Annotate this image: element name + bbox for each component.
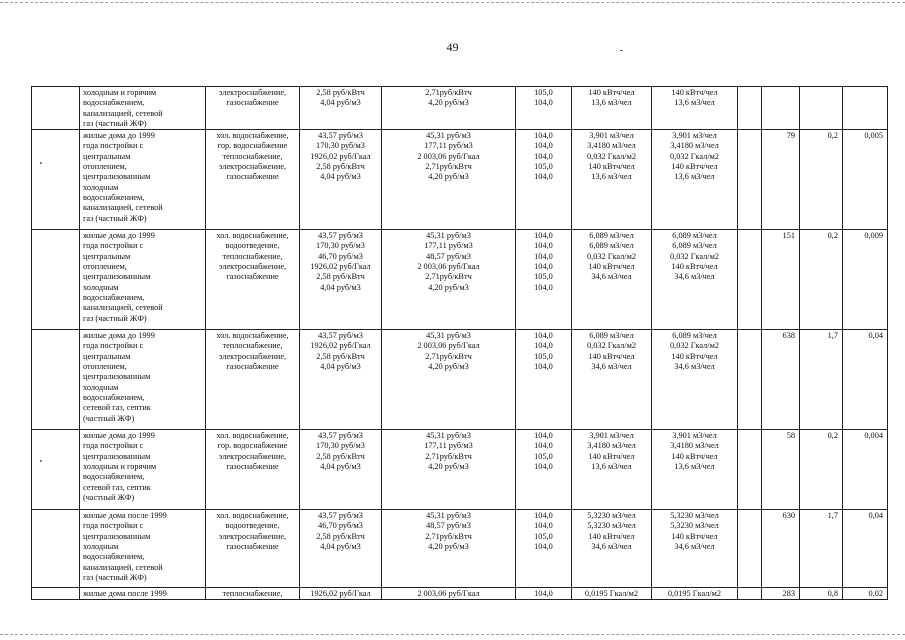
cell-line: 13,6 м3/чел [674, 462, 715, 472]
cell-line: года постройки с [83, 341, 144, 351]
cell-norm-old [572, 87, 652, 130]
cell-line: теплоснабжение, [222, 251, 283, 261]
cell-line: 45,31 руб/м3 [426, 231, 471, 241]
cell-line: 34,6 м3/чел [591, 272, 632, 282]
cell-line: 0,032 Гкал/м2 [586, 341, 637, 351]
cell-empty [738, 330, 762, 430]
cell-line: 2,71руб/кВтч [425, 451, 472, 461]
cell-line: 104,0 [534, 151, 553, 161]
cell-line: 104,0 [534, 251, 553, 261]
cell-line: жилые дома после 1999 [83, 511, 167, 521]
cell-line: газ (частный ЖФ) [83, 313, 147, 323]
cell-line: 3,901 м3/чел [589, 131, 634, 141]
cell-line: 170,30 руб/м3 [316, 241, 365, 251]
cell-services [206, 588, 300, 600]
table-row [32, 230, 888, 330]
cell-line: 45,31 руб/м3 [426, 131, 471, 141]
cell-line: водоснабжением, [83, 472, 145, 482]
cell-line: холодным [83, 182, 119, 192]
cell-norm-new [652, 430, 738, 510]
cell-line: 0,032 Гкал/м2 [669, 251, 720, 261]
cell-line: 177,11 руб/м3 [424, 141, 473, 151]
cell-line: электроснабжение, [218, 531, 287, 541]
cell-norm-old [572, 130, 652, 230]
cell-line: центральным [83, 351, 131, 361]
cell-line: 13,6 м3/чел [591, 462, 632, 472]
cell-line: 5,3230 м3/чел [670, 521, 719, 531]
cell-line: хол. водоснабжение, [216, 431, 289, 441]
cell-share: 1,7 [800, 510, 843, 588]
cell-line: 140 кВтч/чел [588, 351, 635, 361]
cell-line: 105,0 [534, 351, 553, 361]
cell-impact: 0,004 [843, 430, 888, 510]
cell-tariff-new [382, 87, 516, 130]
table-row [32, 510, 888, 588]
cell-line: 46,70 руб/м3 [318, 251, 363, 261]
cell-line: 3,4180 м3/чел [587, 441, 636, 451]
cell-line: 5,3230 м3/чел [670, 511, 719, 521]
cell-line: жилые дома до 1999 [83, 431, 155, 441]
cell-line: 105,0 [534, 531, 553, 541]
cell-line: 140 кВтч/чел [671, 88, 718, 97]
cell-share: 0,2 [800, 430, 843, 510]
table-row [32, 588, 888, 600]
cell-line: водоснабжением, [83, 552, 145, 562]
tariff-table [31, 86, 888, 600]
cell-line: 104,0 [534, 262, 553, 272]
cell-line: 6,089 м3/чел [589, 331, 634, 341]
cell-line: жилые дома до 1999 [83, 331, 155, 341]
cell-share: 0,2 [800, 130, 843, 230]
cell-line: 34,6 м3/чел [674, 542, 715, 552]
cell-line: 104,0 [534, 131, 553, 141]
cell-category [80, 87, 206, 130]
cell-category [80, 430, 206, 510]
cell-line: 104,0 [534, 431, 553, 441]
cell-line: 4,04 руб/м3 [320, 362, 361, 372]
cell-index [516, 510, 572, 588]
cell-line: 2,71руб/кВтч [425, 88, 472, 97]
cell-norm-new [652, 510, 738, 588]
cell-index [516, 430, 572, 510]
row-marker-cell [32, 430, 80, 510]
cell-line: централизованным [83, 531, 151, 541]
cell-tariff-old [300, 430, 382, 510]
cell-line: жилые дома после 1999 [83, 589, 167, 599]
cell-line: 104,0 [534, 98, 553, 108]
cell-line: 34,6 м3/чел [674, 272, 715, 282]
cell-line: 1926,02 руб/Гкал [310, 589, 371, 599]
row-marker-cell [32, 87, 80, 130]
cell-line: 3,901 м3/чел [672, 131, 717, 141]
cell-line: отоплением, [83, 362, 127, 372]
cell-line: 104,0 [534, 462, 553, 472]
cell-line: 4,04 руб/м3 [320, 172, 361, 182]
cell-line: электроснабжение, [218, 88, 287, 97]
cell-tariff-old [300, 87, 382, 130]
cell-line: 140 кВтч/чел [671, 162, 718, 172]
cell-line: канализацией, сетевой [83, 562, 163, 572]
cell-services [206, 230, 300, 330]
cell-tariff-new [382, 330, 516, 430]
cell-line: 2,58 руб/кВтч [316, 531, 365, 541]
cell-line: хол. водоснабжение, [216, 131, 289, 141]
cell-line: 1926,02 руб/Гкал [310, 151, 371, 161]
cell-line: 43,57 руб/м3 [318, 431, 363, 441]
cell-line: водоотведение, [225, 521, 280, 531]
cell-index [516, 87, 572, 130]
cell-line: газоснабжение [226, 172, 279, 182]
cell-population: 58 [762, 430, 800, 510]
cell-line: 104,0 [534, 241, 553, 251]
cell-line: газ (частный ЖФ) [83, 213, 147, 223]
cell-line: 105,0 [534, 451, 553, 461]
cell-line: 4,20 руб/м3 [428, 362, 469, 372]
cell-line: 5,3230 м3/чел [587, 511, 636, 521]
cell-line: 3,4180 м3/чел [670, 441, 719, 451]
cell-share [800, 87, 843, 130]
cell-line: 104,0 [534, 589, 553, 599]
cell-line: газ (частный ЖФ) [83, 572, 147, 582]
cell-line: 0,0195 Гкал/м2 [667, 589, 722, 599]
cell-line: теплоснабжение, [222, 151, 283, 161]
cell-line: 104,0 [534, 331, 553, 341]
cell-norm-old [572, 430, 652, 510]
cell-services [206, 130, 300, 230]
cell-line: 2 003,06 руб/Гкал [417, 151, 480, 161]
cell-line: 43,57 руб/м3 [318, 511, 363, 521]
cell-line: 6,089 м3/чел [589, 231, 634, 241]
cell-line: 45,31 руб/м3 [426, 431, 471, 441]
cell-impact [843, 87, 888, 130]
cell-impact: 0,04 [843, 330, 888, 430]
cell-line: 3,901 м3/чел [589, 431, 634, 441]
cell-line: хол. водоснабжение, [216, 511, 289, 521]
cell-tariff-old [300, 510, 382, 588]
cell-category [80, 130, 206, 230]
cell-line: 43,57 руб/м3 [318, 331, 363, 341]
row-marker-cell [32, 510, 80, 588]
table-row [32, 87, 888, 130]
cell-norm-old [572, 588, 652, 600]
cell-tariff-new [382, 130, 516, 230]
cell-norm-old [572, 510, 652, 588]
cell-line: 170,30 руб/м3 [316, 441, 365, 451]
cell-line: 0,032 Гкал/м2 [669, 151, 720, 161]
cell-line: электроснабжение, [218, 162, 287, 172]
cell-line: 2 003,06 руб/Гкал [417, 262, 480, 272]
cell-index [516, 230, 572, 330]
cell-index [516, 130, 572, 230]
cell-line: года постройки с [83, 441, 144, 451]
cell-norm-old [572, 330, 652, 430]
cell-line: 105,0 [534, 88, 553, 97]
cell-services [206, 510, 300, 588]
cell-empty [738, 430, 762, 510]
cell-line: водоснабжением, [83, 192, 145, 202]
cell-category [80, 588, 206, 600]
cell-line: 6,089 м3/чел [589, 241, 634, 251]
cell-line: жилые дома до 1999 [83, 131, 155, 141]
cell-line: (частный ЖФ) [83, 413, 135, 423]
cell-norm-new [652, 130, 738, 230]
cell-population [762, 87, 800, 130]
cell-norm-new [652, 230, 738, 330]
cell-line: жилые дома до 1999 [83, 231, 155, 241]
cell-line: 104,0 [534, 511, 553, 521]
cell-line: 2,58 руб/кВтч [316, 351, 365, 361]
cell-line: хол. водоснабжение, [216, 231, 289, 241]
cell-norm-old [572, 230, 652, 330]
cell-line: 4,04 руб/м3 [320, 462, 361, 472]
cell-line: 2,58 руб/кВтч [316, 162, 365, 172]
row-marker-cell [32, 130, 80, 230]
cell-line: электроснабжение, [218, 451, 287, 461]
cell-line: холодным [83, 542, 119, 552]
cell-line: 43,57 руб/м3 [318, 131, 363, 141]
cell-line: гор. водоснабжение [217, 441, 288, 451]
cell-services [206, 87, 300, 130]
cell-line: 4,04 руб/м3 [320, 282, 361, 292]
table-body [32, 87, 888, 600]
cell-line: 2 003,06 руб/Гкал [417, 589, 480, 599]
cell-line: года постройки с [83, 241, 144, 251]
cell-line: года постройки с [83, 521, 144, 531]
cell-line: 2,71руб/кВтч [425, 162, 472, 172]
cell-line: 34,6 м3/чел [591, 362, 632, 372]
cell-impact: 0,009 [843, 230, 888, 330]
cell-line: 105,0 [534, 272, 553, 282]
cell-line: 104,0 [534, 282, 553, 292]
cell-line: 104,0 [534, 341, 553, 351]
cell-empty [738, 588, 762, 600]
cell-line: 140 кВтч/чел [588, 162, 635, 172]
cell-line: 45,31 руб/м3 [426, 331, 471, 341]
cell-empty [738, 130, 762, 230]
cell-line: 34,6 м3/чел [674, 362, 715, 372]
cell-line: 3,4180 м3/чел [670, 141, 719, 151]
cell-line: канализацией, сетевой [83, 203, 163, 213]
cell-line: холодным и горячим [83, 462, 157, 472]
cell-line: 6,089 м3/чел [672, 331, 717, 341]
cell-population: 283 [762, 588, 800, 600]
cell-line: газоснабжение [226, 542, 279, 552]
cell-category [80, 230, 206, 330]
cell-line: 104,0 [534, 521, 553, 531]
cell-line: холодным [83, 382, 119, 392]
cell-line: 13,6 м3/чел [674, 98, 715, 108]
cell-line: водоснабжением, [83, 392, 145, 402]
cell-line: 104,0 [534, 542, 553, 552]
cell-line: отоплением, [83, 262, 127, 272]
cell-tariff-new [382, 230, 516, 330]
cell-line: 140 кВтч/чел [671, 351, 718, 361]
cell-line: 4,04 руб/м3 [320, 98, 361, 108]
cell-line: 0,032 Гкал/м2 [669, 341, 720, 351]
row-marker-cell [32, 230, 80, 330]
cell-tariff-old [300, 130, 382, 230]
cell-tariff-old [300, 588, 382, 600]
cell-line: холодным [83, 282, 119, 292]
cell-line: 2,58 руб/кВтч [316, 272, 365, 282]
cell-line: 34,6 м3/чел [591, 542, 632, 552]
cell-line: 104,0 [534, 362, 553, 372]
cell-line: 4,20 руб/м3 [428, 462, 469, 472]
cell-line: электроснабжение, [218, 262, 287, 272]
cell-line: 140 кВтч/чел [588, 88, 635, 97]
cell-line: 104,0 [534, 141, 553, 151]
table-row [32, 330, 888, 430]
cell-line: года постройки с [83, 141, 144, 151]
cell-line: 4,20 руб/м3 [428, 542, 469, 552]
cell-services [206, 430, 300, 510]
scan-speck [620, 50, 623, 51]
scan-edge-top [0, 2, 905, 3]
cell-line: газоснабжение [226, 272, 279, 282]
cell-population: 630 [762, 510, 800, 588]
cell-line: 6,089 м3/чел [672, 231, 717, 241]
cell-tariff-new [382, 588, 516, 600]
cell-population: 79 [762, 130, 800, 230]
cell-category [80, 330, 206, 430]
cell-population: 638 [762, 330, 800, 430]
cell-line: 46,70 руб/м3 [318, 521, 363, 531]
cell-line: отоплением, [83, 162, 127, 172]
cell-line: 177,11 руб/м3 [424, 441, 473, 451]
cell-line: канализацией, сетевой [83, 108, 163, 118]
cell-line: водоснабжением, [83, 98, 145, 108]
cell-line: 43,57 руб/м3 [318, 231, 363, 241]
cell-line: холодным и горячим [83, 88, 157, 97]
table-row [32, 130, 888, 230]
cell-line: сетевой газ, септик [83, 403, 151, 413]
cell-line: центральным [83, 251, 131, 261]
cell-line: газоснабжение [226, 362, 279, 372]
cell-line: 3,4180 м3/чел [587, 141, 636, 151]
cell-line: водоотведение, [225, 241, 280, 251]
cell-empty [738, 87, 762, 130]
cell-line: 105,0 [534, 162, 553, 172]
cell-line: 2,71руб/кВтч [425, 272, 472, 282]
cell-share: 0,8 [800, 588, 843, 600]
cell-line: хол. водоснабжение, [216, 331, 289, 341]
cell-line: 2,71руб/кВтч [425, 351, 472, 361]
cell-line: 13,6 м3/чел [591, 98, 632, 108]
cell-line: 140 кВтч/чел [588, 531, 635, 541]
cell-line: 2,71руб/кВтч [425, 531, 472, 541]
cell-share: 0,2 [800, 230, 843, 330]
row-marker-cell [32, 588, 80, 600]
cell-norm-new [652, 330, 738, 430]
cell-line: 2,58 руб/кВтч [316, 451, 365, 461]
cell-line: теплоснабжение, [222, 589, 283, 599]
cell-line: 104,0 [534, 172, 553, 182]
cell-line: 140 кВтч/чел [671, 531, 718, 541]
cell-line: 140 кВтч/чел [588, 451, 635, 461]
cell-tariff-new [382, 430, 516, 510]
cell-index [516, 588, 572, 600]
cell-line: 13,6 м3/чел [674, 172, 715, 182]
cell-population: 151 [762, 230, 800, 330]
cell-line: 4,20 руб/м3 [428, 98, 469, 108]
cell-line: 170,30 руб/м3 [316, 141, 365, 151]
cell-share: 1,7 [800, 330, 843, 430]
cell-norm-new [652, 588, 738, 600]
cell-line: 3,901 м3/чел [672, 431, 717, 441]
cell-line: 0,0195 Гкал/м2 [584, 589, 639, 599]
cell-line: 0,032 Гкал/м2 [586, 151, 637, 161]
cell-line: 48,57 руб/м3 [426, 521, 471, 531]
cell-line: централизованным [83, 272, 151, 282]
cell-line: 2 003,06 руб/Гкал [417, 341, 480, 351]
cell-tariff-old [300, 230, 382, 330]
cell-line: 104,0 [534, 441, 553, 451]
cell-line: централизованным [83, 172, 151, 182]
cell-impact: 0,005 [843, 130, 888, 230]
cell-impact: 0,02 [843, 588, 888, 600]
cell-services [206, 330, 300, 430]
page-number: 49 [446, 40, 459, 54]
cell-empty [738, 230, 762, 330]
cell-line: 4,04 руб/м3 [320, 542, 361, 552]
cell-line: 1926,02 руб/Гкал [310, 262, 371, 272]
cell-line: 13,6 м3/чел [591, 172, 632, 182]
cell-line: 4,20 руб/м3 [428, 282, 469, 292]
cell-line: 177,11 руб/м3 [424, 241, 473, 251]
cell-line: 140 кВтч/чел [671, 262, 718, 272]
cell-line: 48,57 руб/м3 [426, 251, 471, 261]
cell-line: 140 кВтч/чел [671, 451, 718, 461]
cell-index [516, 330, 572, 430]
cell-line: центральным [83, 151, 131, 161]
cell-category [80, 510, 206, 588]
cell-line: централизованным [83, 451, 151, 461]
cell-line: сетевой газ, септик [83, 482, 151, 492]
cell-tariff-old [300, 330, 382, 430]
cell-line: (частный ЖФ) [83, 492, 135, 502]
cell-line: водоснабжением, [83, 292, 145, 302]
cell-line: 104,0 [534, 231, 553, 241]
cell-empty [738, 510, 762, 588]
row-marker-cell [32, 330, 80, 430]
cell-line: 0,032 Гкал/м2 [586, 251, 637, 261]
cell-line: 5,3230 м3/чел [587, 521, 636, 531]
cell-line: 6,089 м3/чел [672, 241, 717, 251]
cell-line: 4,20 руб/м3 [428, 172, 469, 182]
table-row [32, 430, 888, 510]
cell-tariff-new [382, 510, 516, 588]
cell-line: теплоснабжение, [222, 341, 283, 351]
cell-line: 45,31 руб/м3 [426, 511, 471, 521]
cell-norm-new [652, 87, 738, 130]
cell-line: 140 кВтч/чел [588, 262, 635, 272]
scan-edge-bottom [0, 634, 905, 635]
cell-line: электроснабжение, [218, 351, 287, 361]
cell-line: централизованным [83, 372, 151, 382]
cell-line: газ (частный ЖФ) [83, 118, 147, 128]
cell-line: газоснабжение [226, 462, 279, 472]
cell-line: 1926,02 руб/Гкал [310, 341, 371, 351]
cell-line: 2,58 руб/кВтч [316, 88, 365, 97]
cell-line: газоснабжение [226, 98, 279, 108]
cell-line: гор. водоснабжение [217, 141, 288, 151]
cell-line: канализацией, сетевой [83, 303, 163, 313]
cell-impact: 0,04 [843, 510, 888, 588]
